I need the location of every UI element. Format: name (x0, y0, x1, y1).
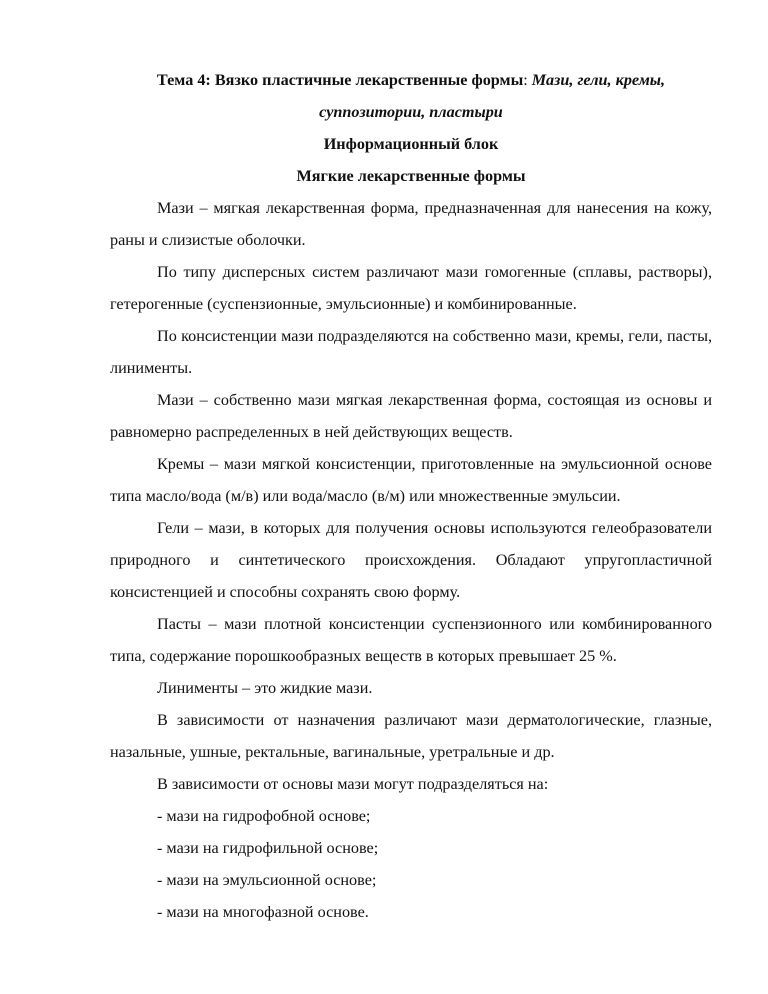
list-item: - мази на многофазной основе. (157, 903, 369, 921)
paragraph-base-intro: В зависимости от основы мази могут подразделяться на: (157, 775, 549, 793)
topic-title: Тема 4: Вязко пластичные лекарственные формы (156, 71, 524, 89)
section-heading: Информационный блок (323, 135, 499, 153)
paragraph-gels: Гели – мази, в которых для получения основы используются гелеобразователи природного и синтетического происхождения. Обладают упругопластичной консистенцией и способны сохранять свою форму. (110, 519, 712, 601)
topic-title-line-2 (110, 96, 712, 128)
document-body (110, 64, 712, 928)
list-item: - мази на гидрофильной основе; (157, 839, 379, 857)
topic-title-line-1 (110, 64, 712, 96)
list-item: - мази на эмульсионной основе; (157, 871, 377, 889)
list-item: - мази на гидрофобной основе; (157, 807, 371, 825)
topic-title-colon: : (523, 71, 532, 89)
paragraph-ointments-proper: Мази – собственно мази мягкая лекарственная форма, состоящая из основы и равномерно распределенных в ней действующих веществ. (110, 391, 712, 441)
paragraph-purpose: В зависимости от назначения различают мази дерматологические, глазные, назальные, ушные, ректальные, вагинальные, уретральные и др. (110, 711, 712, 761)
topic-title-italic-2: суппозитории, пластыри (319, 103, 503, 121)
paragraph-pastes: Пасты – мази плотной консистенции суспензионного или комбинированного типа, содержание порошкообразных веществ в которых превышает 25 %. (110, 615, 712, 665)
subsection-heading: Мягкие лекарственные формы (296, 167, 526, 185)
paragraph-ointment-definition: Мази – мягкая лекарственная форма, предназначенная для нанесения на кожу, раны и слизистые оболочки. (110, 199, 712, 249)
paragraph-consistency: По консистенции мази подразделяются на собственно мази, кремы, гели, пасты, линименты. (110, 327, 712, 377)
topic-title-italic-1: Мази, гели, кремы, (531, 71, 666, 89)
paragraph-creams: Кремы – мази мягкой консистенции, приготовленные на эмульсионной основе типа масло/вода (м/в) или вода/масло (в/м) или множественные эмульсии. (110, 455, 712, 505)
paragraph-liniments: Линименты – это жидкие мази. (157, 679, 373, 697)
paragraph-dispersion-types: По типу дисперсных систем различают мази гомогенные (сплавы, растворы), гетерогенные (суспензионные, эмульсионные) и комбинированные. (110, 263, 712, 313)
